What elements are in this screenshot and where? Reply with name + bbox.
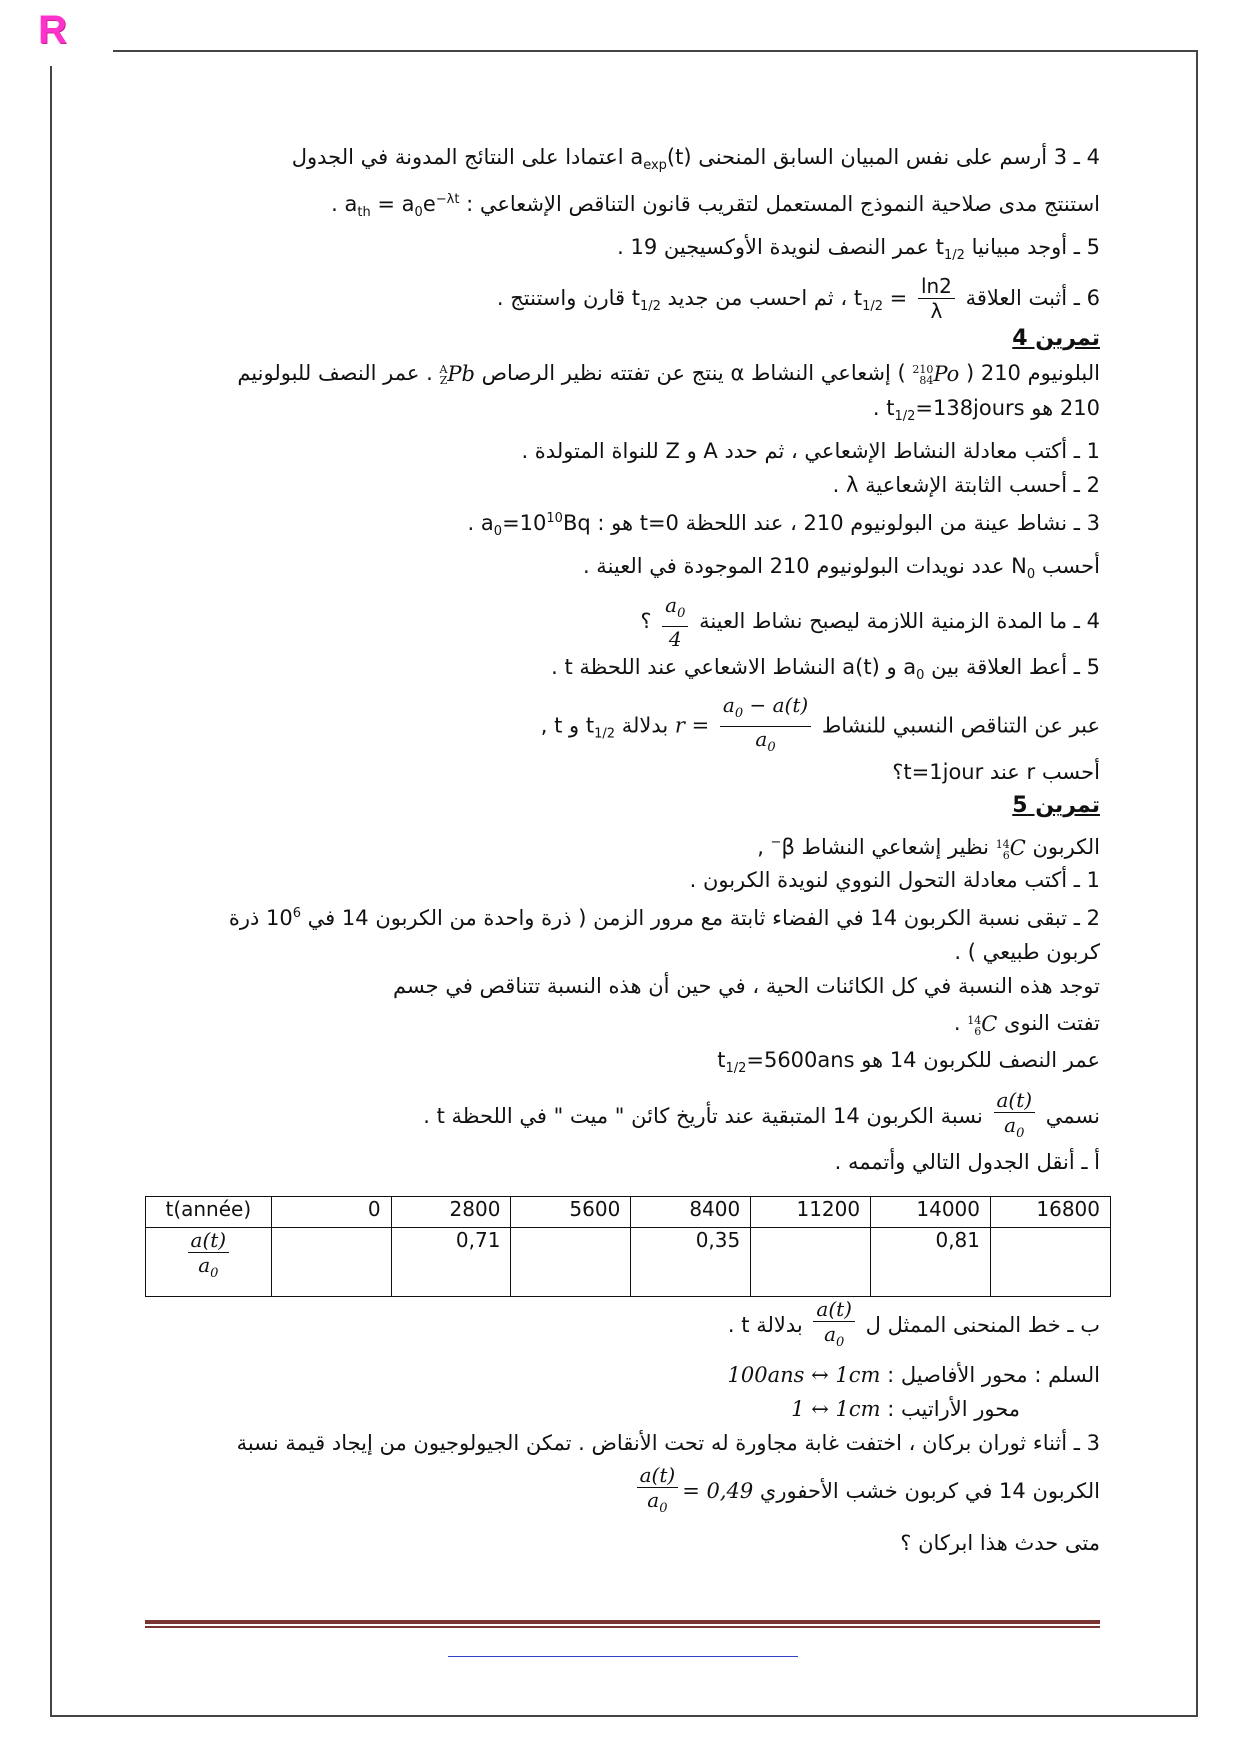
lead-isotope: A ZPb [439, 361, 475, 388]
relative-decrease-formula: r = $\frac{a_0 - a(t)}{a_0}$ [675, 693, 815, 760]
exercise-4-heading: تمرين 4 [1012, 325, 1100, 351]
table-cell: 0,35 [631, 1228, 751, 1297]
ex5-intro: الكربون 14 6C نظير إشعاعي النشاط β− , [145, 823, 1100, 863]
q5-line: 5 ـ أوجد مبيانيا $t_{1/2}$ عمر النصف لنويدة الأوكسيجين 19 . [617, 235, 1100, 264]
ex5-half-life: عمر النصف للكربون 14 هو $t_{1/2}=5600ans$ [717, 1048, 1100, 1077]
frame-bottom-border [50, 1715, 1198, 1717]
frame-left-border [50, 66, 52, 1716]
table-header-row [146, 1197, 1111, 1228]
table-cell [511, 1228, 631, 1297]
ex5-q2-d: تفتت النوى 14 6C . [145, 1003, 1100, 1043]
carbon-ratio-table [145, 1196, 1111, 1297]
ex5-scale-x: السلم : محور الأفاصيل : 100ans ↔ 1cm [727, 1363, 1100, 1387]
table-cell: 0,81 [871, 1228, 991, 1297]
document-body [145, 140, 1100, 1179]
document-body-bottom [145, 1296, 1100, 1560]
table-header-cell: 16800 [991, 1197, 1111, 1228]
ex5-q3: 3 ـ أثناء ثوران بركان ، اختفت غابة مجاورة له تحت الأنقاض . تمكن الجيولوجيون من إيجاد قيمة نسبة [236, 1431, 1100, 1455]
exercise-5-heading: تمرين 5 [1012, 793, 1100, 819]
ex4-q3: 3 ـ نشاط عينة من البولونيوم 210 ، عند اللحظة t=0 هو : $a_0=10^{10}Bq$ . [467, 510, 1100, 539]
ex5-q1: 1 ـ أكتب معادلة التحول النووي لنويدة الكربون . [689, 868, 1100, 893]
ex5-q3-c: متى حدث هذا ابركان ؟ [900, 1531, 1100, 1555]
ex4-q3-b: أحسب $N_0$ عدد نويدات البولونيوم 210 الموجودة في العينة . [582, 553, 1100, 583]
ex5-ratio-def: نسمي $\frac{a(t)}{a_0}$ نسبة الكربون 14 المتبقية عند تأريخ كائن " ميت " في اللحظة t . [145, 1087, 1100, 1145]
ratio-fraction-2: $\frac{a(t)}{a_0}$ [813, 1297, 855, 1355]
table-row [146, 1228, 1111, 1297]
polonium-isotope: 210 84Po [912, 361, 960, 388]
table-cell [271, 1228, 391, 1297]
ex4-q5: 5 ـ أعط العلاقة بين $a_0$ و a(t) النشاط الاشعاعي عند اللحظة t . [551, 655, 1100, 684]
ex4-q1: 1 ـ أكتب معادلة النشاط الإشعاعي ، ثم حدد A و Z للنواة المتولدة . [521, 438, 1100, 463]
ex5-q-b: ب ـ خط المنحنى الممثل ل $\frac{a(t)}{a_0}$ بدلالة t . [145, 1296, 1100, 1354]
ex4-half-life: 210 هو $t_{1/2}=138jours$ . [872, 395, 1100, 424]
ex5-q2-c: توجد هذه النسبة في كل الكائنات الحية ، في حين أن هذه النسبة تتناقص في جسم [392, 974, 1100, 999]
carbon-isotope-2: 14 6C [967, 1012, 998, 1038]
table-header-cell: 5600 [511, 1197, 631, 1228]
ex4-q5-c: أحسب r عند t=1jour؟ [892, 760, 1100, 785]
q6-line: 6 ـ أثبت العلاقة $t_{1/2}$ = $\frac{\ln 2}{\lambda}$ ، ثم احسب من جديد $t_{1/2}$ قارن واستنتج . [145, 274, 1100, 322]
ex4-intro-line: البلونيوم 210 ( 210 84Po ) إشعاعي النشاط α ينتج عن تفتته نظير الرصاص A ZPb . عمر النصف للبولونيم [145, 356, 1100, 391]
table-header-cell: 8400 [631, 1197, 751, 1228]
frame-top-border [113, 50, 1198, 52]
decay-law-formula: $a_{th} = a_0e^{-\lambda t}$ [344, 192, 460, 221]
table-cell [991, 1228, 1111, 1297]
a0-over-4-fraction: $\frac{a_0}{4}$ [662, 593, 688, 651]
table-header-cell: t(année) [146, 1197, 272, 1228]
ex5-q2: 2 ـ تبقى نسبة الكربون 14 في الفضاء ثابتة مع مرور الزمن ( ذرة واحدة من الكربون 14 في $10^6$ ذرة [228, 906, 1100, 931]
half-life-formula: $t_{1/2}$ = $\frac{\ln 2}{\lambda}$ [854, 274, 959, 331]
carbon-isotope: 14 6C [995, 836, 1026, 862]
ex5-q3-b: الكربون 14 في كربون خشب الأحفوري $\frac{a(t)}{a_0}$ = 0,49 [145, 1460, 1100, 1522]
q4-3-line: 4 ـ 3 أرسم على نفس المبيان السابق المنحنى $a_{exp}(t)$ اعتمادا على النتائج المدونة في الجدول [291, 145, 1100, 174]
ex4-q5-b: عبر عن التناقص النسبي للنشاط r = $\frac{a_0 - a(t)}{a_0}$ بدلالة $t_{1/2}$ و t , [145, 693, 1100, 755]
ratio-fraction: $\frac{a(t)}{a_0}$ [994, 1088, 1036, 1146]
table-header-cell: 11200 [751, 1197, 871, 1228]
ex4-q2: 2 ـ أحسب الثابتة الإشعاعية λ . [832, 472, 1100, 497]
ex5-scale-y: محور الأراتيب : 1 ↔ 1cm [791, 1397, 1020, 1421]
table-cell: 0,71 [391, 1228, 511, 1297]
footer-rule [145, 1620, 1100, 1624]
table-header-cell: 2800 [391, 1197, 511, 1228]
table-header-cell: 0 [271, 1197, 391, 1228]
table-cell [751, 1228, 871, 1297]
ex4-q4: 4 ـ ما المدة الزمنية اللازمة ليصبح نشاط العينة $\frac{a_0}{4}$ ؟ [640, 593, 1100, 652]
frame-right-border [1196, 50, 1198, 1716]
table-row-label: $\frac{a(t)}{a_0}$ [146, 1228, 272, 1297]
ex5-q2-b: كربون طبيعي ) . [954, 940, 1100, 965]
footer-link-line[interactable] [448, 1656, 798, 1657]
logo: R [38, 8, 67, 52]
q4-3-conclusion: استنتج مدى صلاحية النموذج المستعمل لتقريب قانون التناقص الإشعاعي : $a_{th} = a_0e^{-\lambda t}$ . [145, 183, 1100, 230]
ex5-q-a: أ ـ أنقل الجدول التالي وأتممه . [834, 1149, 1100, 1174]
footer-rule-thin [145, 1626, 1100, 1628]
fossil-ratio-formula: $\frac{a(t)}{a_0}$ = 0,49 [633, 1460, 754, 1522]
table-header-cell: 14000 [871, 1197, 991, 1228]
